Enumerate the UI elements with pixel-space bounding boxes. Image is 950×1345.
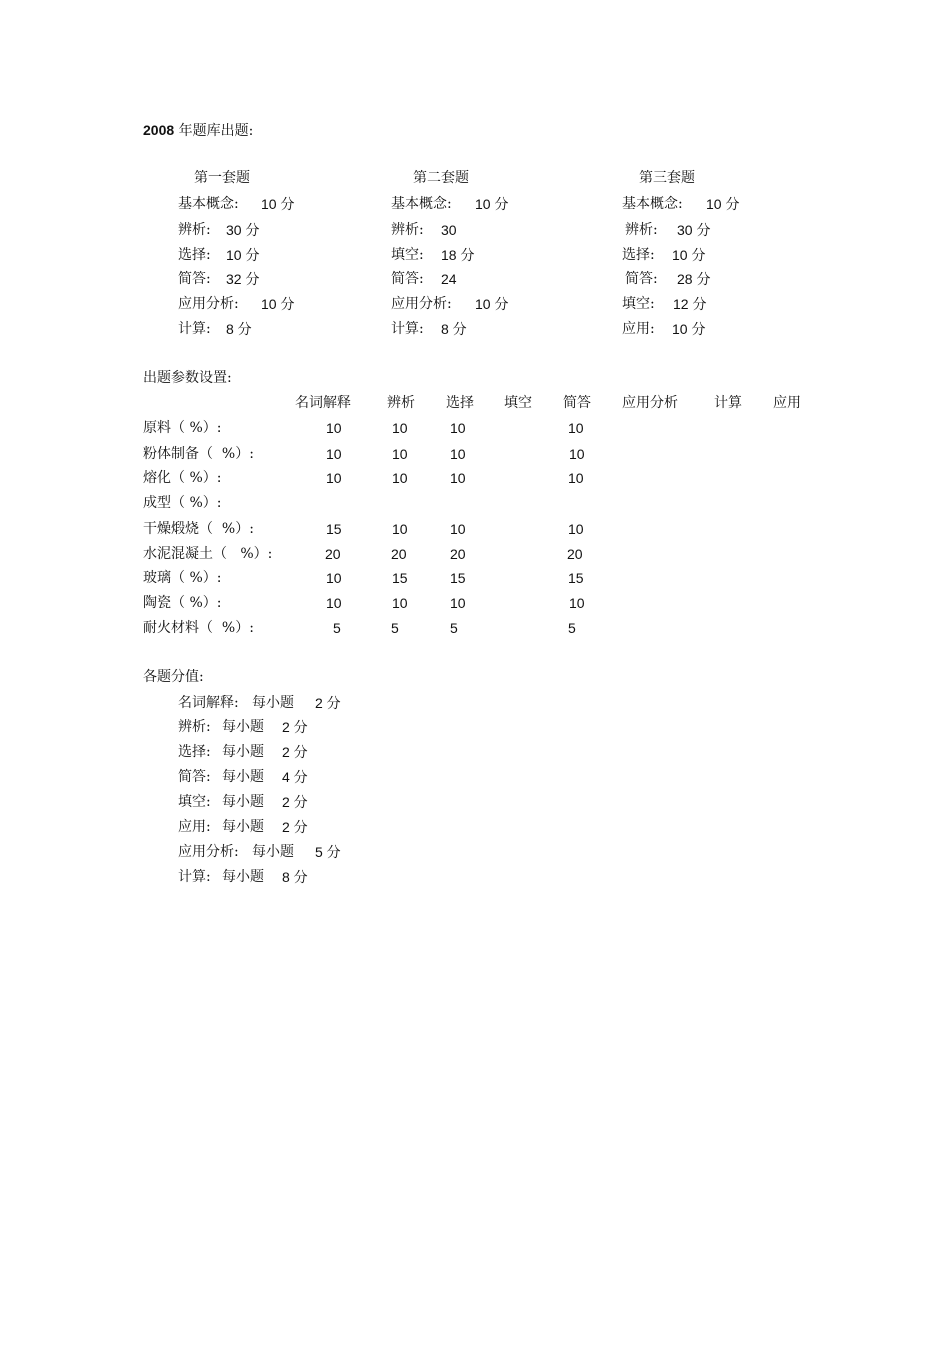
set-2-item-label: 填空: — [391, 247, 424, 263]
params-row-label: 原料（ %）: — [143, 420, 222, 436]
set-3-item-label: 基本概念: — [622, 196, 683, 212]
score-item-value: 2 分 — [282, 744, 308, 760]
set-3-item-label: 选择: — [622, 247, 655, 263]
params-col-header: 选择 — [446, 395, 474, 411]
params-col-header: 名词解释 — [295, 395, 351, 411]
score-item-label: 简答: — [178, 769, 211, 785]
params-row-label: 玻璃（ %）: — [143, 570, 222, 586]
params-cell: 20 — [391, 546, 407, 562]
params-col-header: 简答 — [563, 395, 591, 411]
params-cell: 10 — [326, 595, 342, 611]
set-1-item-label: 应用分析: — [178, 296, 239, 312]
score-item-value: 2 分 — [282, 794, 308, 810]
set-1-item-label: 选择: — [178, 247, 211, 263]
params-cell: 5 — [568, 620, 576, 636]
score-item-value: 5 分 — [315, 844, 341, 860]
set-1-item-label: 辨析: — [178, 222, 211, 238]
params-cell: 20 — [325, 546, 341, 562]
score-item-per: 每小题 — [222, 794, 264, 810]
set-1-item-value: 10 分 — [226, 247, 260, 263]
set-3-item-value: 30 分 — [677, 222, 711, 238]
score-item-value: 4 分 — [282, 769, 308, 785]
score-item-per: 每小题 — [222, 819, 264, 835]
params-cell: 10 — [326, 420, 342, 436]
params-cell: 10 — [568, 420, 584, 436]
score-item-per: 每小题 — [222, 769, 264, 785]
params-cell: 10 — [392, 595, 408, 611]
set-2-item-value: 10 分 — [475, 296, 509, 312]
score-item-per: 每小题 — [222, 744, 264, 760]
params-cell: 10 — [569, 446, 585, 462]
score-item-label: 填空: — [178, 794, 211, 810]
set-1-item-label: 基本概念: — [178, 196, 239, 212]
set-2-item-label: 辨析: — [391, 222, 424, 238]
params-cell: 10 — [450, 595, 466, 611]
params-row-label: 粉体制备（ %）: — [143, 446, 254, 462]
set-3-item-label: 应用: — [622, 321, 655, 337]
params-cell: 10 — [326, 470, 342, 486]
set-1-item-label: 简答: — [178, 271, 211, 287]
set-2-item-value: 24 — [441, 271, 457, 287]
params-col-header: 应用 — [773, 395, 801, 411]
set-1-item-value: 8 分 — [226, 321, 252, 337]
params-cell: 10 — [450, 470, 466, 486]
params-col-header: 辨析 — [387, 395, 415, 411]
set-2-item-value: 10 分 — [475, 196, 509, 212]
score-item-label: 辨析: — [178, 719, 211, 735]
params-row-label: 干燥煅烧（ %）: — [143, 521, 254, 537]
set-1-title: 第一套题 — [194, 170, 250, 186]
document-title — [143, 122, 253, 139]
set-1-item-value: 30 分 — [226, 222, 260, 238]
params-cell: 10 — [326, 570, 342, 586]
params-cell: 15 — [326, 521, 342, 537]
score-item-value: 8 分 — [282, 869, 308, 885]
params-cell: 10 — [568, 470, 584, 486]
params-cell: 20 — [567, 546, 583, 562]
set-2-item-label: 简答: — [391, 271, 424, 287]
set-2-item-label: 应用分析: — [391, 296, 452, 312]
params-col-header: 计算 — [714, 395, 742, 411]
score-item-per: 每小题 — [252, 844, 294, 860]
params-col-header: 填空 — [504, 395, 532, 411]
params-cell: 5 — [450, 620, 458, 636]
set-3-item-value: 10 分 — [706, 196, 740, 212]
params-col-header: 应用分析 — [622, 395, 678, 411]
params-cell: 10 — [392, 446, 408, 462]
set-3-title: 第三套题 — [639, 170, 695, 186]
params-cell: 15 — [450, 570, 466, 586]
params-cell: 10 — [450, 420, 466, 436]
score-item-label: 应用: — [178, 819, 211, 835]
params-cell: 10 — [450, 446, 466, 462]
params-row-label: 陶瓷（ %）: — [143, 595, 222, 611]
score-item-value: 2 分 — [282, 819, 308, 835]
score-item-label: 名词解释: — [178, 695, 239, 711]
params-row-label: 耐火材料（ %）: — [143, 620, 254, 636]
params-cell: 15 — [392, 570, 408, 586]
score-item-value: 2 分 — [315, 695, 341, 711]
set-3-item-label: 辨析: — [625, 222, 658, 238]
params-cell: 10 — [568, 521, 584, 537]
set-2-title: 第二套题 — [413, 170, 469, 186]
set-3-item-value: 28 分 — [677, 271, 711, 287]
set-2-item-value: 30 — [441, 222, 457, 238]
params-cell: 10 — [569, 595, 585, 611]
set-3-item-value: 10 分 — [672, 321, 706, 337]
params-cell: 10 — [450, 521, 466, 537]
params-cell: 15 — [568, 570, 584, 586]
set-2-item-label: 基本概念: — [391, 196, 452, 212]
score-item-label: 应用分析: — [178, 844, 239, 860]
params-cell: 5 — [391, 620, 399, 636]
score-item-value: 2 分 — [282, 719, 308, 735]
score-item-per: 每小题 — [222, 869, 264, 885]
set-3-item-value: 12 分 — [673, 296, 707, 312]
score-item-label: 选择: — [178, 744, 211, 760]
set-2-item-value: 8 分 — [441, 321, 467, 337]
title-text: 年题库出题: — [174, 123, 254, 139]
set-1-item-value: 10 分 — [261, 196, 295, 212]
score-item-per: 每小题 — [252, 695, 294, 711]
params-cell: 10 — [392, 420, 408, 436]
set-3-item-label: 简答: — [625, 271, 658, 287]
set-1-item-value: 10 分 — [261, 296, 295, 312]
set-3-item-value: 10 分 — [672, 247, 706, 263]
params-cell: 10 — [392, 470, 408, 486]
set-3-item-label: 填空: — [622, 296, 655, 312]
params-heading: 出题参数设置: — [143, 370, 232, 386]
score-item-label: 计算: — [178, 869, 211, 885]
params-row-label: 水泥混凝土（ %）: — [143, 546, 273, 562]
set-2-item-label: 计算: — [391, 321, 424, 337]
params-cell: 10 — [326, 446, 342, 462]
params-row-label: 成型（ %）: — [143, 495, 222, 511]
set-1-item-label: 计算: — [178, 321, 211, 337]
set-1-item-value: 32 分 — [226, 271, 260, 287]
params-cell: 10 — [392, 521, 408, 537]
scores-heading: 各题分值: — [143, 669, 204, 685]
set-2-item-value: 18 分 — [441, 247, 475, 263]
title-year: 2008 — [143, 122, 175, 138]
score-item-per: 每小题 — [222, 719, 264, 735]
params-cell: 20 — [450, 546, 466, 562]
params-cell: 5 — [333, 620, 341, 636]
params-row-label: 熔化（ %）: — [143, 470, 222, 486]
